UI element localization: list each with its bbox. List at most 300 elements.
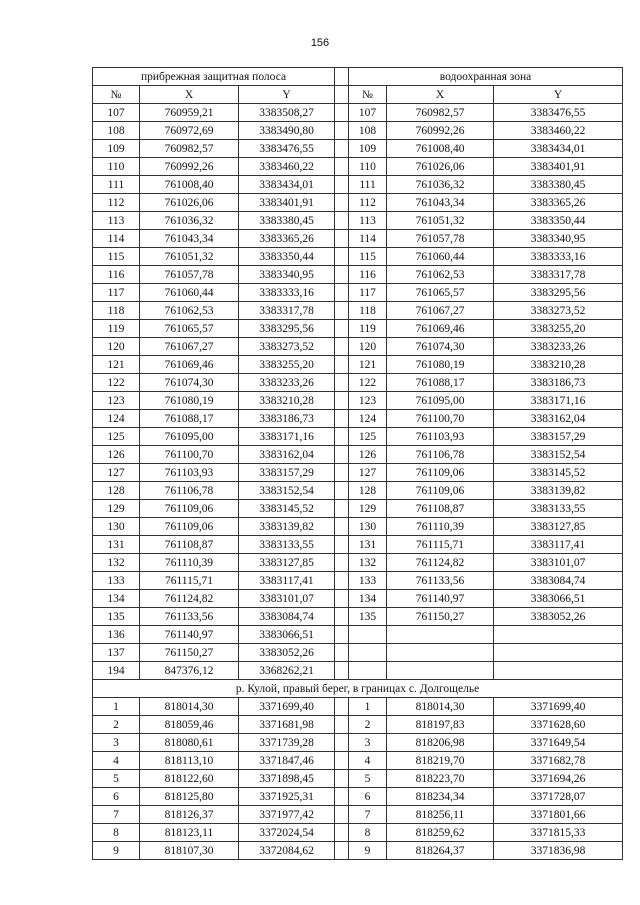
table-row — [93, 842, 623, 860]
table-row — [93, 446, 623, 464]
column-gap — [335, 662, 349, 680]
left-y-coordinate: 3383157,29 — [239, 464, 335, 482]
right-y-coordinate: 3383340,95 — [494, 230, 623, 248]
left-x-coordinate: 761043,34 — [140, 230, 239, 248]
right-point-number: 6 — [349, 788, 387, 806]
right-point-number: 132 — [349, 554, 387, 572]
right-x-coordinate: 760992,26 — [387, 122, 494, 140]
table-row — [93, 266, 623, 284]
left-x-coordinate: 761109,06 — [140, 500, 239, 518]
left-x-coordinate: 761057,78 — [140, 266, 239, 284]
left-x-coordinate: 818122,60 — [140, 770, 239, 788]
right-x-coordinate: 818223,70 — [387, 770, 494, 788]
right-x-coordinate: 761036,32 — [387, 176, 494, 194]
left-y-coordinate: 3383101,07 — [239, 590, 335, 608]
right-point-number: 119 — [349, 320, 387, 338]
table-row — [93, 356, 623, 374]
table-row — [93, 122, 623, 140]
left-point-number: 113 — [93, 212, 140, 230]
column-header-row — [93, 86, 623, 104]
left-point-number: 115 — [93, 248, 140, 266]
table-row — [93, 230, 623, 248]
left-col-y-header: Y — [239, 86, 335, 104]
column-gap — [335, 122, 349, 140]
left-point-number: 126 — [93, 446, 140, 464]
right-y-coordinate: 3383139,82 — [494, 482, 623, 500]
left-y-coordinate: 3383127,85 — [239, 554, 335, 572]
left-y-coordinate: 3383350,44 — [239, 248, 335, 266]
right-y-coordinate: 3383133,55 — [494, 500, 623, 518]
left-point-number: 133 — [93, 572, 140, 590]
column-gap — [335, 230, 349, 248]
table-row — [93, 212, 623, 230]
left-point-number: 120 — [93, 338, 140, 356]
right-x-coordinate: 761062,53 — [387, 266, 494, 284]
column-gap — [335, 590, 349, 608]
left-x-coordinate: 761069,46 — [140, 356, 239, 374]
left-point-number: 2 — [93, 716, 140, 734]
left-y-coordinate: 3383490,80 — [239, 122, 335, 140]
left-x-coordinate: 818014,30 — [140, 698, 239, 716]
left-point-number: 125 — [93, 428, 140, 446]
right-point-number: 125 — [349, 428, 387, 446]
left-point-number: 110 — [93, 158, 140, 176]
column-gap — [335, 806, 349, 824]
left-y-coordinate: 3371847,46 — [239, 752, 335, 770]
left-y-coordinate: 3383171,16 — [239, 428, 335, 446]
table-row — [93, 284, 623, 302]
column-gap — [335, 284, 349, 302]
left-x-coordinate: 761133,56 — [140, 608, 239, 626]
left-x-coordinate: 760992,26 — [140, 158, 239, 176]
left-x-coordinate: 761036,32 — [140, 212, 239, 230]
right-point-number — [349, 662, 387, 680]
column-gap — [335, 698, 349, 716]
right-point-number: 3 — [349, 734, 387, 752]
right-x-coordinate: 818197,83 — [387, 716, 494, 734]
right-point-number: 107 — [349, 104, 387, 122]
left-point-number: 134 — [93, 590, 140, 608]
column-gap — [335, 428, 349, 446]
right-y-coordinate: 3383333,16 — [494, 248, 623, 266]
column-gap — [335, 644, 349, 662]
right-point-number: 9 — [349, 842, 387, 860]
left-y-coordinate: 3371699,40 — [239, 698, 335, 716]
right-y-coordinate: 3383101,07 — [494, 554, 623, 572]
right-point-number: 130 — [349, 518, 387, 536]
left-x-coordinate: 761140,97 — [140, 626, 239, 644]
left-point-number: 132 — [93, 554, 140, 572]
left-y-coordinate: 3383139,82 — [239, 518, 335, 536]
left-y-coordinate: 3383233,26 — [239, 374, 335, 392]
left-x-coordinate: 847376,12 — [140, 662, 239, 680]
left-point-number: 109 — [93, 140, 140, 158]
right-y-coordinate: 3383365,26 — [494, 194, 623, 212]
right-point-number: 134 — [349, 590, 387, 608]
right-x-coordinate: 761108,87 — [387, 500, 494, 518]
right-x-coordinate — [387, 662, 494, 680]
right-x-coordinate: 761060,44 — [387, 248, 494, 266]
left-x-coordinate: 818080,61 — [140, 734, 239, 752]
right-x-coordinate: 761109,06 — [387, 482, 494, 500]
table-row — [93, 158, 623, 176]
column-gap — [335, 104, 349, 122]
left-x-coordinate: 761109,06 — [140, 518, 239, 536]
column-gap — [335, 788, 349, 806]
right-point-number: 113 — [349, 212, 387, 230]
right-point-number: 117 — [349, 284, 387, 302]
right-x-coordinate: 761043,34 — [387, 194, 494, 212]
left-point-number: 3 — [93, 734, 140, 752]
left-x-coordinate: 761124,82 — [140, 590, 239, 608]
right-point-number: 2 — [349, 716, 387, 734]
left-point-number: 135 — [93, 608, 140, 626]
right-x-coordinate: 761080,19 — [387, 356, 494, 374]
column-gap — [335, 410, 349, 428]
right-x-coordinate: 818256,11 — [387, 806, 494, 824]
right-y-coordinate — [494, 644, 623, 662]
right-x-coordinate: 761069,46 — [387, 320, 494, 338]
column-gap — [335, 536, 349, 554]
right-x-coordinate: 818234,34 — [387, 788, 494, 806]
right-y-coordinate: 3371628,60 — [494, 716, 623, 734]
right-y-coordinate: 3383255,20 — [494, 320, 623, 338]
table-row — [93, 752, 623, 770]
right-y-coordinate — [494, 662, 623, 680]
right-y-coordinate: 3383162,04 — [494, 410, 623, 428]
right-y-coordinate: 3371649,54 — [494, 734, 623, 752]
left-y-coordinate: 3383117,41 — [239, 572, 335, 590]
right-x-coordinate: 761067,27 — [387, 302, 494, 320]
left-point-number: 1 — [93, 698, 140, 716]
left-point-number: 127 — [93, 464, 140, 482]
right-y-coordinate: 3383152,54 — [494, 446, 623, 464]
left-x-coordinate: 818059,46 — [140, 716, 239, 734]
left-x-coordinate: 761060,44 — [140, 284, 239, 302]
column-gap — [335, 338, 349, 356]
right-x-coordinate: 818219,70 — [387, 752, 494, 770]
left-point-number: 194 — [93, 662, 140, 680]
left-x-coordinate: 761108,87 — [140, 536, 239, 554]
left-x-coordinate: 761074,30 — [140, 374, 239, 392]
left-point-number: 128 — [93, 482, 140, 500]
left-point-number: 123 — [93, 392, 140, 410]
right-x-coordinate: 761103,93 — [387, 428, 494, 446]
left-point-number: 136 — [93, 626, 140, 644]
zone-header-row — [93, 68, 623, 86]
left-point-number: 137 — [93, 644, 140, 662]
right-x-coordinate: 761051,32 — [387, 212, 494, 230]
left-y-coordinate: 3368262,21 — [239, 662, 335, 680]
column-gap — [335, 248, 349, 266]
left-x-coordinate: 761106,78 — [140, 482, 239, 500]
left-point-number: 6 — [93, 788, 140, 806]
column-gap — [335, 824, 349, 842]
left-y-coordinate: 3383210,28 — [239, 392, 335, 410]
right-col-x-header: X — [387, 86, 494, 104]
table-row — [93, 248, 623, 266]
left-y-coordinate: 3383186,73 — [239, 410, 335, 428]
table-row — [93, 662, 623, 680]
left-point-number: 118 — [93, 302, 140, 320]
left-x-coordinate: 760959,21 — [140, 104, 239, 122]
column-gap — [335, 842, 349, 860]
left-y-coordinate: 3371739,28 — [239, 734, 335, 752]
right-y-coordinate: 3383084,74 — [494, 572, 623, 590]
left-y-coordinate: 3371925,31 — [239, 788, 335, 806]
right-point-number: 128 — [349, 482, 387, 500]
right-x-coordinate: 818264,37 — [387, 842, 494, 860]
right-point-number: 115 — [349, 248, 387, 266]
left-y-coordinate: 3383340,95 — [239, 266, 335, 284]
left-x-coordinate: 818125,80 — [140, 788, 239, 806]
table-row — [93, 374, 623, 392]
left-x-coordinate: 761026,06 — [140, 194, 239, 212]
table-row — [93, 140, 623, 158]
left-x-coordinate: 761100,70 — [140, 446, 239, 464]
right-y-coordinate — [494, 626, 623, 644]
right-point-number: 129 — [349, 500, 387, 518]
left-y-coordinate: 3383317,78 — [239, 302, 335, 320]
right-y-coordinate: 3371682,78 — [494, 752, 623, 770]
table-row — [93, 464, 623, 482]
left-x-coordinate: 761062,53 — [140, 302, 239, 320]
table-row — [93, 608, 623, 626]
right-y-coordinate: 3383117,41 — [494, 536, 623, 554]
right-y-coordinate: 3383401,91 — [494, 158, 623, 176]
right-y-coordinate: 3383210,28 — [494, 356, 623, 374]
right-y-coordinate: 3371801,66 — [494, 806, 623, 824]
left-zone-header: прибрежная защитная полоса — [93, 68, 335, 86]
right-point-number: 122 — [349, 374, 387, 392]
table-row — [93, 806, 623, 824]
left-y-coordinate: 3383273,52 — [239, 338, 335, 356]
column-gap — [335, 716, 349, 734]
right-point-number: 114 — [349, 230, 387, 248]
column-gap — [335, 446, 349, 464]
left-y-coordinate: 3383476,55 — [239, 140, 335, 158]
column-gap — [335, 734, 349, 752]
left-x-coordinate: 761080,19 — [140, 392, 239, 410]
right-y-coordinate: 3383460,22 — [494, 122, 623, 140]
right-x-coordinate: 761100,70 — [387, 410, 494, 428]
left-y-coordinate: 3371898,45 — [239, 770, 335, 788]
left-point-number: 116 — [93, 266, 140, 284]
right-y-coordinate: 3383317,78 — [494, 266, 623, 284]
left-y-coordinate: 3383052,26 — [239, 644, 335, 662]
right-y-coordinate: 3371694,26 — [494, 770, 623, 788]
table-row — [93, 482, 623, 500]
right-point-number: 126 — [349, 446, 387, 464]
right-point-number: 131 — [349, 536, 387, 554]
right-x-coordinate: 818206,98 — [387, 734, 494, 752]
right-x-coordinate: 761026,06 — [387, 158, 494, 176]
table-row — [93, 590, 623, 608]
column-gap — [335, 374, 349, 392]
left-point-number: 5 — [93, 770, 140, 788]
left-point-number: 8 — [93, 824, 140, 842]
left-point-number: 111 — [93, 176, 140, 194]
left-x-coordinate: 761065,57 — [140, 320, 239, 338]
right-x-coordinate: 761109,06 — [387, 464, 494, 482]
left-x-coordinate: 761115,71 — [140, 572, 239, 590]
left-point-number: 117 — [93, 284, 140, 302]
right-x-coordinate: 761095,00 — [387, 392, 494, 410]
table-row — [93, 626, 623, 644]
left-y-coordinate: 3383084,74 — [239, 608, 335, 626]
left-y-coordinate: 3383295,56 — [239, 320, 335, 338]
right-y-coordinate: 3383186,73 — [494, 374, 623, 392]
column-gap — [335, 626, 349, 644]
right-point-number: 135 — [349, 608, 387, 626]
left-x-coordinate: 761103,93 — [140, 464, 239, 482]
column-gap — [335, 68, 349, 86]
table-row — [93, 788, 623, 806]
column-gap — [335, 194, 349, 212]
column-gap — [335, 212, 349, 230]
left-x-coordinate: 761110,39 — [140, 554, 239, 572]
right-point-number — [349, 644, 387, 662]
column-gap — [335, 86, 349, 104]
right-x-coordinate: 761074,30 — [387, 338, 494, 356]
right-point-number: 8 — [349, 824, 387, 842]
right-x-coordinate — [387, 626, 494, 644]
left-point-number: 4 — [93, 752, 140, 770]
right-point-number: 112 — [349, 194, 387, 212]
right-x-coordinate: 818014,30 — [387, 698, 494, 716]
column-gap — [335, 320, 349, 338]
right-y-coordinate: 3383127,85 — [494, 518, 623, 536]
left-y-coordinate: 3372024,54 — [239, 824, 335, 842]
table-row — [93, 734, 623, 752]
right-x-coordinate: 760982,57 — [387, 104, 494, 122]
column-gap — [335, 752, 349, 770]
right-y-coordinate: 3383233,26 — [494, 338, 623, 356]
column-gap — [335, 356, 349, 374]
right-y-coordinate: 3383171,16 — [494, 392, 623, 410]
column-gap — [335, 176, 349, 194]
left-y-coordinate: 3383145,52 — [239, 500, 335, 518]
right-y-coordinate: 3383052,26 — [494, 608, 623, 626]
right-point-number: 1 — [349, 698, 387, 716]
table-row — [93, 194, 623, 212]
left-col-no-header: № — [93, 86, 140, 104]
left-y-coordinate: 3383152,54 — [239, 482, 335, 500]
left-point-number: 124 — [93, 410, 140, 428]
right-col-y-header: Y — [494, 86, 623, 104]
table-row — [93, 392, 623, 410]
right-x-coordinate: 761008,40 — [387, 140, 494, 158]
right-point-number: 5 — [349, 770, 387, 788]
left-col-x-header: X — [140, 86, 239, 104]
right-x-coordinate: 761140,97 — [387, 590, 494, 608]
left-point-number: 130 — [93, 518, 140, 536]
table-row — [93, 572, 623, 590]
left-x-coordinate: 818107,30 — [140, 842, 239, 860]
left-point-number: 107 — [93, 104, 140, 122]
left-x-coordinate: 761150,27 — [140, 644, 239, 662]
left-x-coordinate: 760972,69 — [140, 122, 239, 140]
right-x-coordinate: 761088,17 — [387, 374, 494, 392]
right-x-coordinate: 761065,57 — [387, 284, 494, 302]
left-point-number: 129 — [93, 500, 140, 518]
right-y-coordinate: 3383380,45 — [494, 176, 623, 194]
section-title: р. Кулой, правый берег, в границах с. Долгощелье — [93, 680, 623, 698]
column-gap — [335, 158, 349, 176]
column-gap — [335, 302, 349, 320]
left-y-coordinate: 3383508,27 — [239, 104, 335, 122]
left-x-coordinate: 818126,37 — [140, 806, 239, 824]
table-row — [93, 716, 623, 734]
left-y-coordinate: 3371681,98 — [239, 716, 335, 734]
right-y-coordinate: 3383145,52 — [494, 464, 623, 482]
left-point-number: 121 — [93, 356, 140, 374]
section-title-row — [93, 680, 623, 698]
right-point-number: 4 — [349, 752, 387, 770]
column-gap — [335, 482, 349, 500]
left-point-number: 114 — [93, 230, 140, 248]
right-point-number: 121 — [349, 356, 387, 374]
right-point-number: 110 — [349, 158, 387, 176]
right-y-coordinate: 3383157,29 — [494, 428, 623, 446]
left-y-coordinate: 3383255,20 — [239, 356, 335, 374]
right-x-coordinate: 761110,39 — [387, 518, 494, 536]
left-y-coordinate: 3383460,22 — [239, 158, 335, 176]
right-y-coordinate: 3371728,07 — [494, 788, 623, 806]
right-zone-header: водоохранная зона — [349, 68, 623, 86]
right-point-number: 111 — [349, 176, 387, 194]
left-x-coordinate: 761095,00 — [140, 428, 239, 446]
right-x-coordinate: 761124,82 — [387, 554, 494, 572]
table-row — [93, 644, 623, 662]
right-x-coordinate — [387, 644, 494, 662]
left-y-coordinate: 3383333,16 — [239, 284, 335, 302]
left-y-coordinate: 3383380,45 — [239, 212, 335, 230]
column-gap — [335, 518, 349, 536]
table-row — [93, 500, 623, 518]
column-gap — [335, 266, 349, 284]
column-gap — [335, 464, 349, 482]
table-row — [93, 338, 623, 356]
column-gap — [335, 500, 349, 518]
column-gap — [335, 554, 349, 572]
table-row — [93, 428, 623, 446]
left-point-number: 9 — [93, 842, 140, 860]
left-point-number: 108 — [93, 122, 140, 140]
table-row — [93, 698, 623, 716]
right-point-number: 124 — [349, 410, 387, 428]
left-x-coordinate: 761067,27 — [140, 338, 239, 356]
right-y-coordinate: 3383350,44 — [494, 212, 623, 230]
left-x-coordinate: 761008,40 — [140, 176, 239, 194]
column-gap — [335, 392, 349, 410]
right-y-coordinate: 3371836,98 — [494, 842, 623, 860]
right-point-number: 133 — [349, 572, 387, 590]
left-y-coordinate: 3383162,04 — [239, 446, 335, 464]
left-x-coordinate: 760982,57 — [140, 140, 239, 158]
right-y-coordinate: 3383434,01 — [494, 140, 623, 158]
table-row — [93, 770, 623, 788]
coordinates-table — [92, 67, 623, 860]
left-y-coordinate: 3383365,26 — [239, 230, 335, 248]
coordinates-table-body — [93, 68, 623, 860]
left-y-coordinate: 3383133,55 — [239, 536, 335, 554]
right-y-coordinate: 3383295,56 — [494, 284, 623, 302]
right-point-number: 123 — [349, 392, 387, 410]
right-y-coordinate: 3383476,55 — [494, 104, 623, 122]
right-y-coordinate: 3383066,51 — [494, 590, 623, 608]
right-point-number: 127 — [349, 464, 387, 482]
